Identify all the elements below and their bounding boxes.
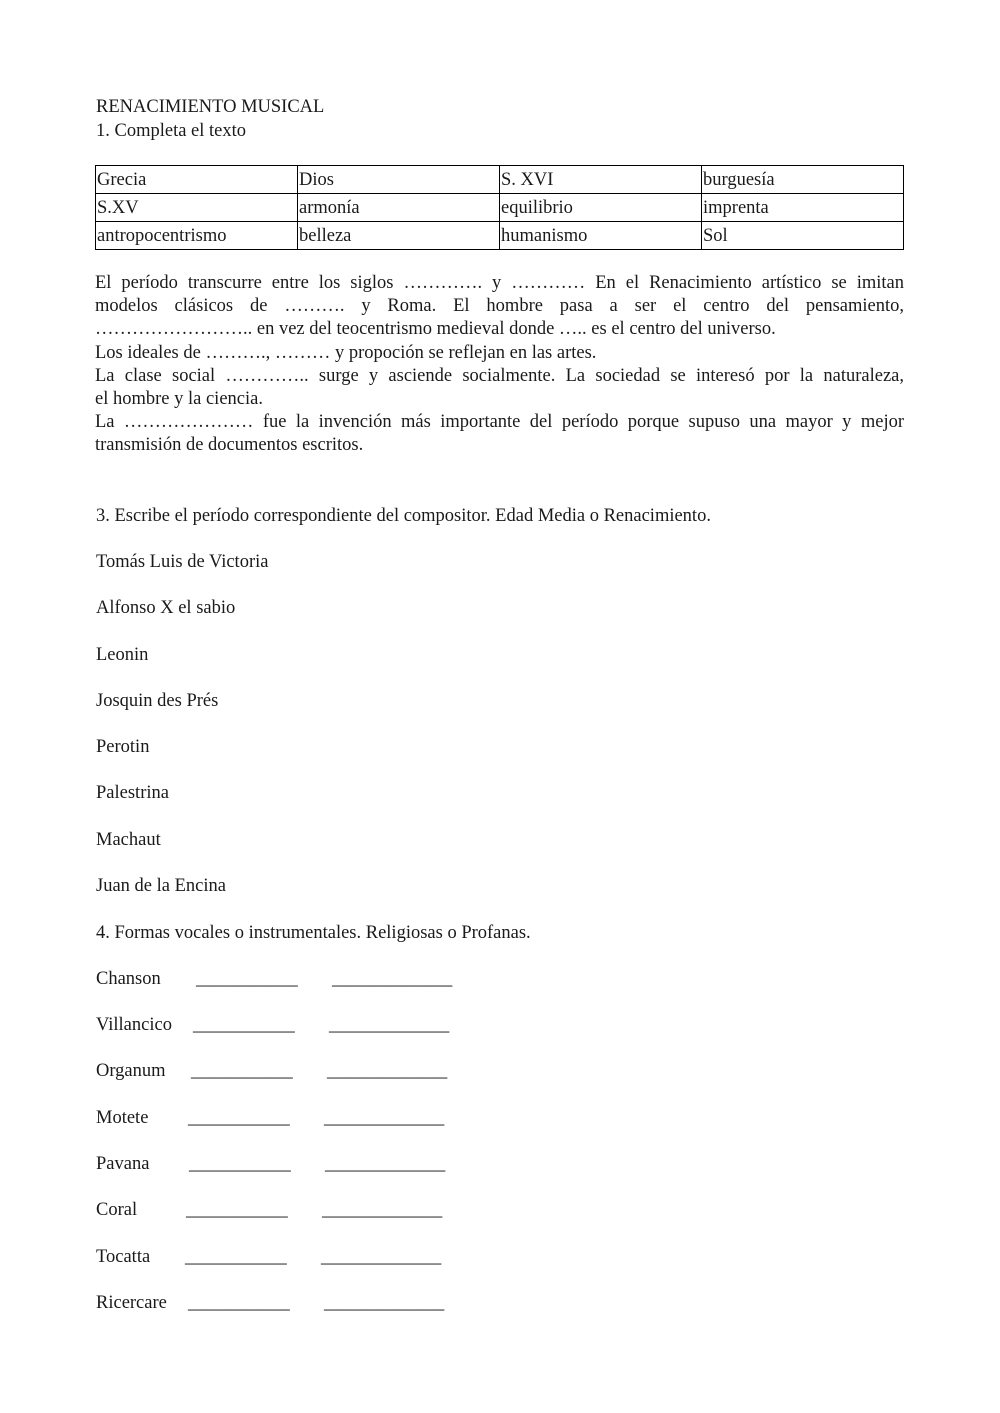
category-blank[interactable]: _____________ [329, 1015, 450, 1035]
cloze-line: transmisión de documentos escritos. [95, 435, 364, 456]
composer-item: Perotin [96, 737, 150, 757]
form-name: Ricercare [96, 1293, 167, 1313]
document-title: RENACIMIENTO MUSICAL [96, 97, 325, 117]
category-blank[interactable]: _____________ [325, 1154, 446, 1174]
section-1-heading: 1. Completa el texto [96, 121, 247, 141]
type-blank[interactable]: ___________ [186, 1200, 288, 1220]
category-blank[interactable]: _____________ [321, 1247, 442, 1267]
cloze-line: El período transcurre entre los siglos …………. y ………… En el Renacimiento artístico se imitan [95, 273, 904, 293]
form-name: Chanson [96, 969, 161, 989]
type-blank[interactable]: ___________ [188, 1293, 290, 1313]
cloze-line: Los ideales de ………., ……… y propoción se reflejan en las artes. [95, 342, 597, 363]
table-cell: Dios [298, 166, 500, 194]
category-blank[interactable]: _____________ [322, 1200, 443, 1220]
table-row [96, 194, 904, 222]
form-row [96, 1060, 448, 1082]
composer-item: Palestrina [96, 783, 169, 803]
form-row [96, 1246, 442, 1268]
form-row [96, 1292, 445, 1314]
category-blank[interactable]: _____________ [332, 969, 453, 989]
type-blank[interactable]: ___________ [188, 1108, 290, 1128]
table-cell: Sol [702, 222, 904, 250]
type-blank[interactable]: ___________ [193, 1015, 295, 1035]
table-row [96, 222, 904, 250]
composer-item: Machaut [96, 830, 161, 850]
category-blank[interactable]: _____________ [327, 1061, 448, 1081]
form-name: Pavana [96, 1154, 150, 1174]
cloze-paragraph [95, 272, 904, 458]
form-name: Villancico [96, 1015, 172, 1035]
word-bank-table [95, 165, 904, 250]
table-cell: humanismo [500, 222, 702, 250]
table-cell: S. XVI [500, 166, 702, 194]
form-row [96, 968, 453, 990]
form-row [96, 1153, 446, 1175]
cloze-line: el hombre y la ciencia. [95, 389, 263, 410]
cloze-line: La clase social ………….. surge y asciende socialmente. La sociedad se interesó por la naturaleza, [95, 365, 904, 386]
type-blank[interactable]: ___________ [191, 1061, 293, 1081]
composer-item: Juan de la Encina [96, 876, 226, 896]
type-blank[interactable]: ___________ [185, 1247, 287, 1267]
cloze-line: …………………….. en vez del teocentrismo medieval donde ….. es el centro del universo. [95, 319, 776, 340]
table-cell: burguesía [702, 166, 904, 194]
form-row [96, 1107, 445, 1129]
composer-item: Josquin des Prés [96, 691, 219, 711]
form-row [96, 1199, 443, 1221]
composer-item: Leonin [96, 645, 149, 665]
form-row [96, 1014, 450, 1036]
form-name: Motete [96, 1108, 149, 1128]
table-cell: imprenta [702, 194, 904, 222]
cloze-line: La ………………… fue la invención más importante del período porque supuso una mayor y mejor [95, 412, 904, 433]
table-cell: S.XV [96, 194, 298, 222]
table-cell: armonía [298, 194, 500, 222]
form-name: Tocatta [96, 1247, 151, 1267]
table-cell: antropocentrismo [96, 222, 298, 250]
category-blank[interactable]: _____________ [324, 1293, 445, 1313]
composer-item: Alfonso X el sabio [96, 598, 236, 618]
cloze-line: modelos clásicos de ………. y Roma. El hombre pasa a ser el centro del pensamiento, [95, 296, 904, 317]
table-cell: belleza [298, 222, 500, 250]
composer-item: Tomás Luis de Victoria [96, 552, 269, 572]
table-cell: Grecia [96, 166, 298, 194]
table-row [96, 166, 904, 194]
form-name: Coral [96, 1200, 138, 1220]
section-3-heading: 3. Escribe el período correspondiente del compositor. Edad Media o Renacimiento. [96, 506, 711, 526]
category-blank[interactable]: _____________ [324, 1108, 445, 1128]
table-cell: equilibrio [500, 194, 702, 222]
type-blank[interactable]: ___________ [189, 1154, 291, 1174]
section-4-heading: 4. Formas vocales o instrumentales. Religiosas o Profanas. [96, 923, 531, 943]
type-blank[interactable]: ___________ [196, 969, 298, 989]
form-name: Organum [96, 1061, 166, 1081]
